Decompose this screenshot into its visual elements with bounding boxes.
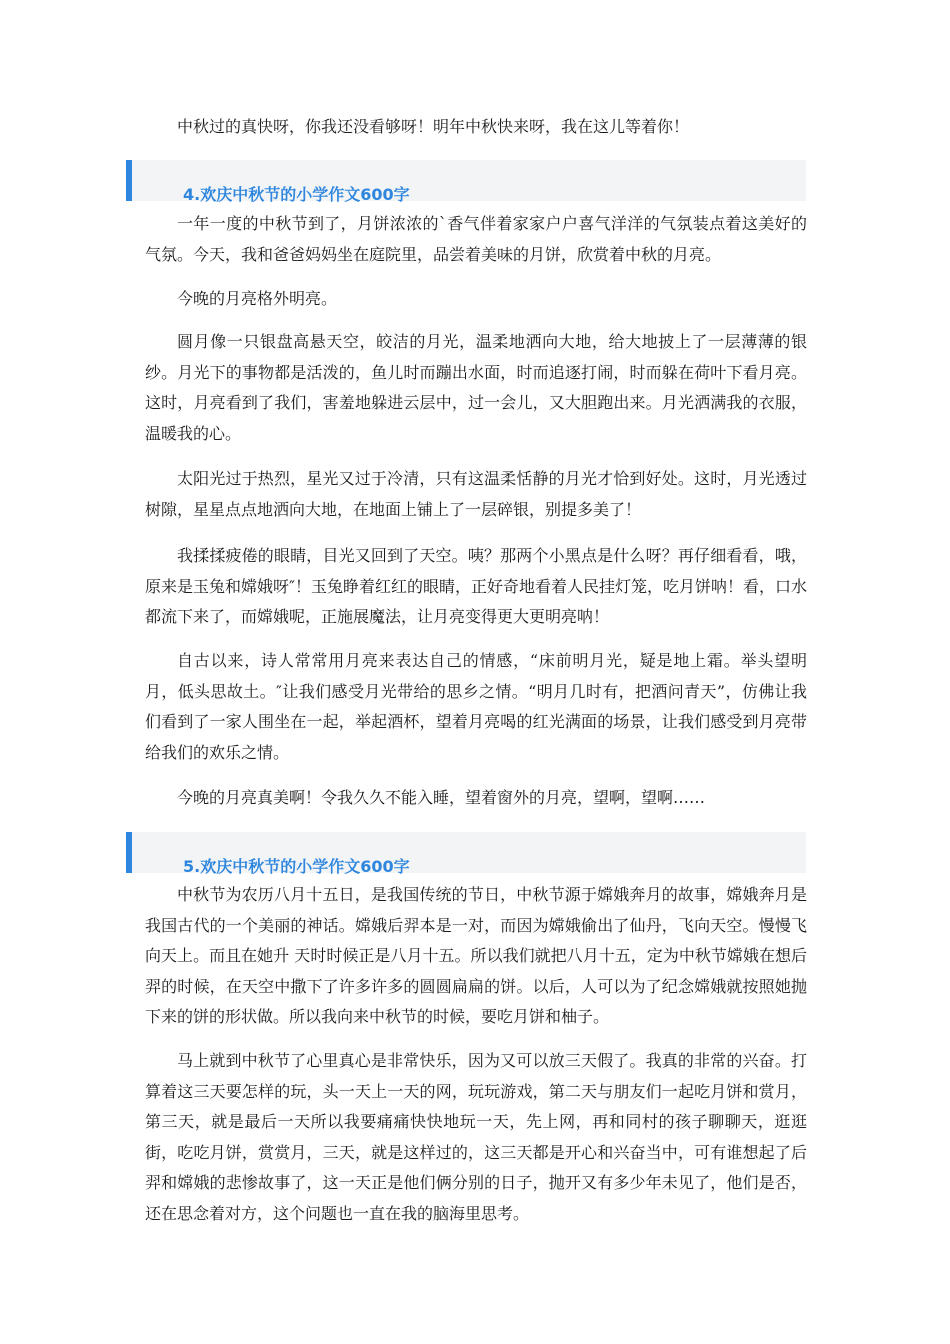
section-5-title: 5.欢庆中秋节的小学作文600字 <box>183 857 410 876</box>
section-4-paragraph-5: 我揉揉疲倦的眼睛，目光又回到了天空。咦？那两个小黑点是什么呀？再仔细看看，哦，原来是玉兔和嫦娥呀″！玉兔睁着红红的眼睛，正好奇地看着人民挂灯笼，吃月饼呐！看，口水都流下来了，而嫦娥呢，正施展魔法，让月亮变得更大更明亮呐！ <box>145 546 807 626</box>
section-5-paragraph-1: 中秋节为农历八月十五日，是我国传统的节日，中秋节源于嫦娥奔月的故事，嫦娥奔月是我国古代的一个美丽的神话。嫦娥后羿本是一对，而因为嫦娥偷出了仙丹，飞向天空。慢慢飞向天上。而且在她升 天时时候正是八月十五。所以我们就把八月十五，定为中秋节嫦娥在想后羿的时候，在天空中撒下了许多许多的圆圆扁扁的饼。以后，人可以为了纪念嫦娥就按照她抛下来的饼的形状做。所以我向来中秋节的时候，要吃月饼和柚子。 <box>145 885 807 1026</box>
section-4-paragraph-4: 太阳光过于热烈，星光又过于冷清，只有这温柔恬静的月光才恰到好处。这时，月光透过树隙，星星点点地洒向大地，在地面上铺上了一层碎银，别提多美了！ <box>145 469 807 519</box>
section-4-paragraph-1: 一年一度的中秋节到了，月饼浓浓的`香气伴着家家户户喜气洋洋的气氛装点着这美好的气氛。今天，我和爸爸妈妈坐在庭院里，品尝着美味的月饼，欣赏着中秋的月亮。 <box>145 214 807 264</box>
section-4-paragraph-2: 今晚的月亮格外明亮。 <box>177 289 338 308</box>
section-5-heading <box>126 832 806 876</box>
intro-paragraph: 中秋过的真快呀，你我还没看够呀！明年中秋快来呀，我在这儿等着你！ <box>177 117 690 136</box>
section-4-title: 4.欢庆中秋节的小学作文600字 <box>183 185 410 204</box>
section-4-paragraph-6: 自古以来，诗人常常用月亮来表达自己的情感，“床前明月光，疑是地上霜。举头望明月，低头思故土。″让我们感受月光带给的思乡之情。“明月几时有，把酒问青天”，仿佛让我们看到了一家人围坐在一起，举起酒杯，望着月亮喝的红光满面的场景，让我们感受到月亮带给我们的欢乐之情。 <box>145 651 807 762</box>
section-5-paragraph-2: 马上就到中秋节了心里真心是非常快乐，因为又可以放三天假了。我真的非常的兴奋。打算着这三天要怎样的玩，头一天上一天的网，玩玩游戏，第二天与朋友们一起吃月饼和赏月，第三天，就是最后一天所以我要痛痛快快地玩一天，先上网，再和同村的孩子聊聊天，逛逛街，吃吃月饼，赏赏月，三天，就是这样过的，这三天都是开心和兴奋当中，可有谁想起了后羿和嫦娥的悲惨故事了，这一天正是他们俩分别的日子，抛开又有多少年未见了，他们是否，还在思念着对方，这个问题也一直在我的脑海里思考。 <box>145 1051 807 1223</box>
section-4-heading <box>126 160 806 204</box>
section-4-paragraph-3: 圆月像一只银盘高悬天空，皎洁的月光，温柔地洒向大地，给大地披上了一层薄薄的银纱。月光下的事物都是活泼的，鱼儿时而蹦出水面，时而追逐打闹，时而躲在荷叶下看月亮。这时，月亮看到了我们，害羞地躲进云层中，过一会儿，又大胆跑出来。月光洒满我的衣服，温暖我的心。 <box>145 332 807 443</box>
section-4-paragraph-7: 今晚的月亮真美啊！令我久久不能入睡，望着窗外的月亮，望啊，望啊…… <box>177 788 706 807</box>
